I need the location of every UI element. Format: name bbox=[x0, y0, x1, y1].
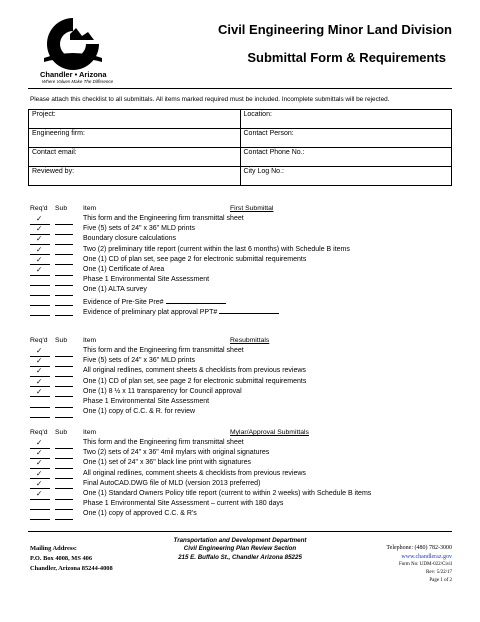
item-text bbox=[83, 459, 251, 466]
submitted-checkbox[interactable] bbox=[55, 276, 73, 286]
checkmark-icon: ✓ bbox=[36, 458, 43, 468]
item-text bbox=[83, 286, 147, 293]
fill-in-blank[interactable] bbox=[166, 297, 226, 304]
submitted-checkbox[interactable] bbox=[55, 286, 73, 296]
item-label: One (1) CD of plan set, see page 2 for electronic submittal requirements bbox=[83, 377, 307, 385]
checkmark-icon: ✓ bbox=[36, 478, 43, 488]
submitted-checkbox[interactable] bbox=[55, 510, 73, 520]
city-log-field[interactable]: City Log No.: bbox=[240, 167, 452, 186]
submitted-checkbox[interactable] bbox=[55, 480, 73, 490]
footer-divider bbox=[28, 531, 452, 532]
required-checkbox[interactable] bbox=[30, 297, 50, 307]
item-text bbox=[83, 439, 244, 446]
department-address: 215 E. Buffalo St., Chandler Arizona 85225 bbox=[178, 553, 302, 561]
submitted-checkbox[interactable] bbox=[55, 225, 73, 235]
item-text bbox=[83, 297, 226, 306]
item-label: Two (2) preliminary title report (current within the last 6 months) with Schedule B items bbox=[83, 245, 350, 253]
item-text bbox=[83, 276, 209, 283]
checkmark-icon: ✓ bbox=[36, 346, 43, 355]
submitted-checkbox[interactable] bbox=[55, 439, 73, 449]
section-title: First Submittal bbox=[230, 205, 274, 212]
item-label: Phase 1 Environmental Site Assessment – current with 180 days bbox=[83, 500, 284, 508]
checklist-item bbox=[30, 439, 454, 449]
checkmark-icon: ✓ bbox=[36, 448, 43, 458]
checklist-item bbox=[30, 215, 454, 225]
checklist-item bbox=[30, 378, 454, 388]
item-label: One (1) ALTA survey bbox=[83, 286, 147, 294]
mailing-city: Chandler, Arizona 85244-4008 bbox=[30, 565, 113, 572]
checklist-item bbox=[30, 357, 454, 367]
submitted-checkbox[interactable] bbox=[55, 357, 73, 367]
required-checkbox[interactable] bbox=[30, 266, 50, 276]
required-checkbox[interactable] bbox=[30, 215, 50, 225]
checklist-item bbox=[30, 276, 454, 286]
item-label: Boundary closure calculations bbox=[83, 235, 176, 243]
required-checkbox[interactable] bbox=[30, 470, 50, 480]
submitted-checkbox[interactable] bbox=[55, 459, 73, 469]
engineering-firm-field[interactable]: Engineering firm: bbox=[29, 129, 241, 148]
first-submittal-section bbox=[30, 205, 454, 317]
item-text bbox=[83, 256, 306, 263]
submitted-checkbox[interactable] bbox=[55, 266, 73, 276]
section-title: Resubmittals bbox=[230, 337, 270, 344]
checklist-item bbox=[30, 367, 454, 377]
submitted-checkbox[interactable] bbox=[55, 256, 73, 266]
item-text bbox=[83, 490, 371, 497]
required-checkbox[interactable] bbox=[30, 459, 50, 469]
checklist-item bbox=[30, 225, 454, 235]
checkmark-icon: ✓ bbox=[36, 234, 43, 244]
required-checkbox[interactable] bbox=[30, 256, 50, 266]
checklist-item bbox=[30, 388, 454, 398]
item-label: All original redlines, comment sheets & checklists from previous reviews bbox=[83, 469, 306, 477]
required-checkbox[interactable] bbox=[30, 449, 50, 459]
item-label: This form and the Engineering firm transmittal sheet bbox=[83, 215, 244, 222]
section-header bbox=[30, 337, 454, 347]
checkmark-icon: ✓ bbox=[36, 438, 43, 447]
column-header-reqd: Req'd bbox=[30, 429, 48, 436]
checklist-item bbox=[30, 500, 454, 510]
column-header-reqd: Req'd bbox=[30, 337, 48, 344]
item-label: Phase 1 Environmental Site Assessment bbox=[83, 397, 210, 405]
item-text bbox=[83, 215, 244, 222]
required-checkbox[interactable] bbox=[30, 246, 50, 256]
item-label: This form and the Engineering firm transmittal sheet bbox=[83, 347, 244, 354]
required-checkbox[interactable] bbox=[30, 378, 50, 388]
mailing-po-box: P.O. Box 4008, MS 406 bbox=[30, 555, 93, 562]
contact-email-field[interactable]: Contact email: bbox=[29, 148, 241, 167]
item-label: One (1) Standard Owners Policy title report (current to within 2 weeks) with Schedule B items bbox=[83, 489, 372, 497]
item-label: Five (5) sets of 24" x 36" MLD prints bbox=[83, 225, 195, 233]
item-text bbox=[83, 378, 306, 385]
project-info-table bbox=[28, 109, 452, 186]
submitted-checkbox[interactable] bbox=[55, 449, 73, 459]
department-info bbox=[144, 537, 336, 562]
checkmark-icon: ✓ bbox=[36, 386, 43, 396]
checkmark-icon: ✓ bbox=[36, 264, 43, 274]
location-field[interactable]: Location: bbox=[240, 110, 452, 129]
contact-person-field[interactable]: Contact Person: bbox=[240, 129, 452, 148]
checklist-item bbox=[30, 266, 454, 276]
form-title: Civil Engineering Minor Land Division bbox=[217, 22, 452, 37]
checkmark-icon: ✓ bbox=[36, 254, 43, 264]
submitted-checkbox[interactable] bbox=[55, 297, 73, 307]
submitted-checkbox[interactable] bbox=[55, 246, 73, 256]
checkmark-icon: ✓ bbox=[36, 366, 43, 376]
required-checkbox[interactable] bbox=[30, 408, 50, 418]
required-checkbox[interactable] bbox=[30, 480, 50, 490]
item-label: One (1) copy of approved C.C. & R's bbox=[83, 510, 197, 518]
checkmark-icon: ✓ bbox=[36, 244, 43, 254]
item-text bbox=[83, 470, 306, 477]
item-text bbox=[83, 357, 195, 364]
column-header-sub: Sub bbox=[55, 205, 68, 212]
checklist-item bbox=[30, 408, 454, 418]
required-checkbox[interactable] bbox=[30, 286, 50, 296]
required-checkbox[interactable] bbox=[30, 225, 50, 235]
item-label: One (1) CD of plan set, see page 2 for electronic submittal requirements bbox=[83, 255, 307, 263]
item-text bbox=[83, 398, 209, 405]
column-header-item: Item bbox=[83, 429, 97, 436]
checklist-item bbox=[30, 470, 454, 480]
page-number: Page 1 of 2 bbox=[429, 578, 452, 584]
required-checkbox[interactable] bbox=[30, 490, 50, 500]
checklist-item bbox=[30, 286, 454, 296]
checkmark-icon: ✓ bbox=[36, 356, 43, 366]
item-text bbox=[83, 307, 279, 316]
submitted-checkbox[interactable] bbox=[55, 470, 73, 480]
fill-in-blank[interactable] bbox=[219, 307, 279, 314]
column-header-item: Item bbox=[83, 205, 97, 212]
checkmark-icon: ✓ bbox=[36, 224, 43, 234]
submitted-checkbox[interactable] bbox=[55, 367, 73, 377]
item-label: One (1) Certificate of Area bbox=[83, 265, 165, 273]
item-text bbox=[83, 246, 350, 253]
section-header bbox=[30, 205, 454, 215]
submitted-checkbox[interactable] bbox=[55, 235, 73, 245]
checklist-item bbox=[30, 490, 454, 500]
item-label: This form and the Engineering firm transmittal sheet bbox=[83, 439, 244, 446]
section-name: Civil Engineering Plan Review Section bbox=[183, 545, 297, 553]
required-checkbox[interactable] bbox=[30, 510, 50, 520]
checklist-item bbox=[30, 449, 454, 459]
checklist-item bbox=[30, 307, 454, 317]
chandler-logo-icon bbox=[36, 14, 110, 70]
checklist-item bbox=[30, 347, 454, 357]
item-text bbox=[83, 225, 195, 232]
item-text bbox=[83, 480, 260, 487]
column-header-sub: Sub bbox=[55, 429, 68, 436]
logo-tagline: Where Values Make The Difference bbox=[42, 79, 114, 84]
checklist-item bbox=[30, 246, 454, 256]
required-checkbox[interactable] bbox=[30, 439, 50, 449]
section-header bbox=[30, 429, 454, 439]
submitted-checkbox[interactable] bbox=[55, 500, 73, 510]
column-header-sub: Sub bbox=[55, 337, 68, 344]
item-text bbox=[83, 367, 306, 374]
required-checkbox[interactable] bbox=[30, 500, 50, 510]
checklist-item bbox=[30, 235, 454, 245]
column-header-reqd: Req'd bbox=[30, 205, 48, 212]
submitted-checkbox[interactable] bbox=[55, 408, 73, 418]
contact-info bbox=[386, 544, 452, 585]
checkmark-icon: ✓ bbox=[36, 376, 43, 386]
item-text bbox=[83, 500, 283, 507]
department-name: Transportation and Development Department bbox=[173, 537, 307, 544]
project-field[interactable]: Project: bbox=[29, 110, 241, 129]
submitted-checkbox[interactable] bbox=[55, 490, 73, 500]
submitted-checkbox[interactable] bbox=[55, 347, 73, 357]
required-checkbox[interactable] bbox=[30, 347, 50, 357]
item-text bbox=[83, 388, 242, 395]
checklist-item bbox=[30, 297, 454, 307]
checkmark-icon: ✓ bbox=[36, 214, 43, 223]
item-text bbox=[83, 449, 269, 456]
contact-phone-field[interactable]: Contact Phone No.: bbox=[240, 148, 452, 167]
checkmark-icon: ✓ bbox=[36, 488, 43, 498]
item-label: Five (5) sets of 24" x 36" MLD prints bbox=[83, 357, 195, 365]
checklist-item bbox=[30, 459, 454, 469]
required-checkbox[interactable] bbox=[30, 388, 50, 398]
form-number: Form No: UDM-022/Civil bbox=[398, 562, 452, 568]
item-label: Final AutoCAD.DWG file of MLD (version 2013 preferred) bbox=[83, 479, 261, 487]
mylar-approval-section bbox=[30, 429, 454, 521]
submitted-checkbox[interactable] bbox=[55, 378, 73, 388]
revision-date: Rev: 5/22/17 bbox=[426, 570, 452, 576]
website-link[interactable]: www.chandleraz.gov bbox=[401, 553, 452, 560]
mailing-label: Mailing Address: bbox=[30, 545, 77, 552]
form-subtitle: Submittal Form & Requirements bbox=[247, 50, 446, 65]
header-divider bbox=[28, 88, 452, 89]
reviewed-by-field[interactable]: Reviewed by: bbox=[29, 167, 241, 186]
resubmittals-section bbox=[30, 337, 454, 418]
submitted-checkbox[interactable] bbox=[55, 215, 73, 225]
item-label: One (1) set of 24" x 36" black line print with signatures bbox=[83, 459, 251, 467]
checklist-item bbox=[30, 398, 454, 408]
item-label: Phase 1 Environmental Site Assessment bbox=[83, 276, 210, 284]
section-title: Mylar/Approval Submittals bbox=[230, 429, 309, 436]
item-label: One (1) 8 ½ x 11 transparency for Council approval bbox=[83, 387, 242, 395]
submitted-checkbox[interactable] bbox=[55, 398, 73, 408]
submitted-checkbox[interactable] bbox=[55, 388, 73, 398]
logo-name: Chandler • Arizona bbox=[40, 70, 107, 79]
required-checkbox[interactable] bbox=[30, 398, 50, 408]
item-text bbox=[83, 408, 195, 415]
telephone: Telephone: (480) 782-3000 bbox=[386, 545, 452, 551]
item-label: One (1) copy of C.C. & R. for review bbox=[83, 408, 196, 416]
item-label: Evidence of Pre-Site Pre# bbox=[83, 298, 164, 306]
required-checkbox[interactable] bbox=[30, 307, 50, 317]
item-label: Two (2) sets of 24" x 36" 4mil mylars with original signatures bbox=[83, 449, 270, 457]
chandler-logo bbox=[36, 14, 114, 90]
item-text bbox=[83, 510, 197, 517]
item-label: All original redlines, comment sheets & checklists from previous reviews bbox=[83, 367, 306, 375]
instructions: Please attach this checklist to all submittals. All items marked required must be included. Incomplete submittals will be rejected. bbox=[30, 96, 390, 103]
column-header-item: Item bbox=[83, 337, 97, 344]
checklist-item bbox=[30, 510, 454, 520]
required-checkbox[interactable] bbox=[30, 276, 50, 286]
checklist-item bbox=[30, 480, 454, 490]
item-text bbox=[83, 347, 244, 354]
item-text bbox=[83, 266, 164, 273]
item-label: Evidence of preliminary plat approval PPT# bbox=[83, 308, 218, 316]
required-checkbox[interactable] bbox=[30, 235, 50, 245]
required-checkbox[interactable] bbox=[30, 367, 50, 377]
checklist-item bbox=[30, 256, 454, 266]
submitted-checkbox[interactable] bbox=[55, 307, 73, 317]
required-checkbox[interactable] bbox=[30, 357, 50, 367]
item-text bbox=[83, 235, 176, 242]
mailing-address bbox=[30, 544, 113, 574]
checkmark-icon: ✓ bbox=[36, 468, 43, 478]
